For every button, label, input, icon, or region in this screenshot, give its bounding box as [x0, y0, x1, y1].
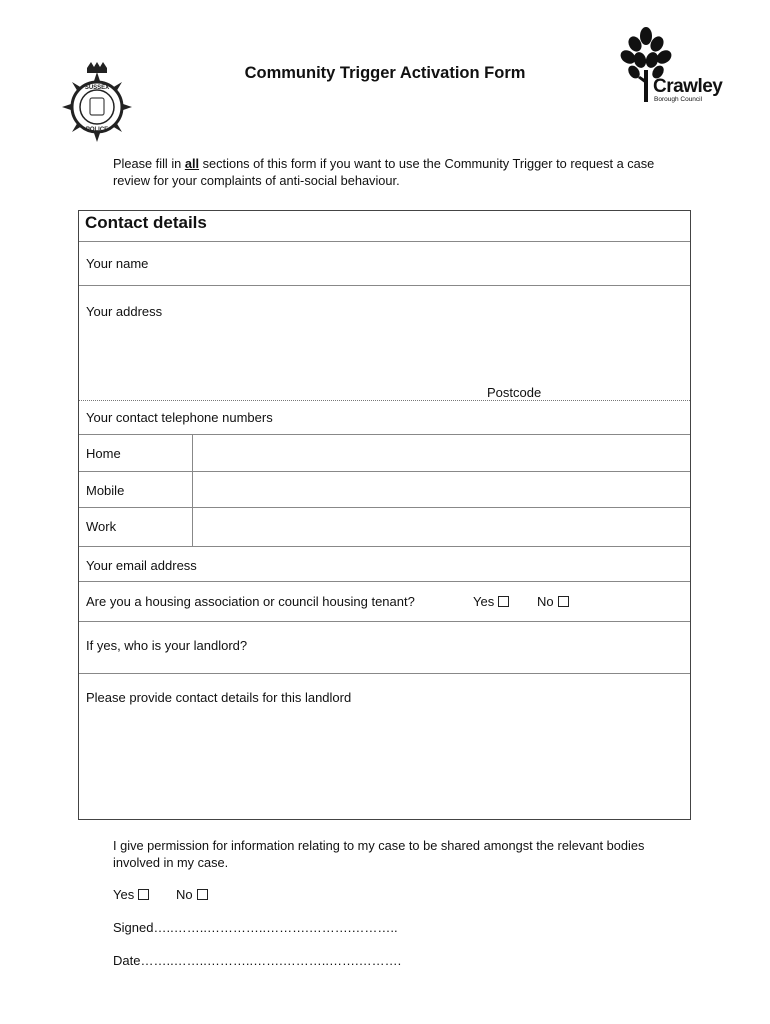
consent-yes-checkbox[interactable]: [138, 889, 149, 900]
phone-work-label: Work: [86, 519, 117, 534]
tenant-yes-option[interactable]: Yes: [473, 594, 509, 609]
email-field[interactable]: [79, 547, 690, 582]
postcode-label: Postcode: [487, 385, 542, 400]
consent-text: I give permission for information relating to my case to be shared amongst the relevant bodies involved in my case.: [113, 838, 645, 870]
address-label: Your address: [86, 304, 163, 319]
tenant-no-option[interactable]: No: [537, 594, 569, 609]
section-heading: Contact details: [85, 213, 207, 232]
signed-line[interactable]: Signed…..……..…………..……….……….………..: [113, 920, 398, 935]
email-label: Your email address: [86, 558, 197, 573]
intro-text: Please fill in all sections of this form if you want to use the Community Trigger to request a case review for your complaints of anti-social behaviour.: [113, 156, 655, 188]
date-line[interactable]: Date……..……..………..…….………..…….……….: [113, 953, 402, 968]
address-field[interactable]: [79, 286, 690, 401]
logo-text-police: POLICE: [85, 127, 109, 133]
phone-mobile-label: Mobile: [86, 483, 125, 498]
landlord-label: If yes, who is your landlord?: [86, 638, 248, 653]
consent-no-option[interactable]: No: [176, 887, 208, 902]
phone-home-label: Home: [86, 446, 121, 461]
section-header-row: [79, 211, 690, 242]
consent-no-checkbox[interactable]: [197, 889, 208, 900]
phone-heading: Your contact telephone numbers: [86, 410, 273, 425]
council-name: Crawley: [653, 76, 723, 97]
consent-yes-option[interactable]: Yes: [113, 887, 149, 902]
landlord-contact-field[interactable]: [79, 674, 690, 819]
phone-home-field[interactable]: [192, 435, 690, 471]
landlord-contact-label: Please provide contact details for this landlord: [86, 690, 352, 705]
phone-home-row: [79, 435, 690, 472]
contact-details-form: [78, 210, 691, 820]
tenant-no-checkbox[interactable]: [558, 596, 569, 607]
name-label: Your name: [86, 256, 149, 271]
name-field[interactable]: [79, 242, 690, 286]
phone-work-field[interactable]: [192, 508, 690, 546]
phone-heading-row: [79, 401, 690, 435]
tenant-question-row: [79, 582, 690, 622]
page-title: Community Trigger Activation Form: [244, 64, 526, 82]
logo-text-sussex: SUSSEX: [84, 85, 110, 91]
tenant-question: Are you a housing association or council housing tenant?: [86, 594, 415, 609]
phone-mobile-field[interactable]: [192, 472, 690, 507]
landlord-field[interactable]: [79, 622, 690, 674]
phone-mobile-row: [79, 472, 690, 508]
phone-work-row: [79, 508, 690, 547]
council-subtitle: Borough Council: [654, 96, 703, 103]
intro-emphasis: all: [184, 156, 200, 171]
tenant-yes-checkbox[interactable]: [498, 596, 509, 607]
